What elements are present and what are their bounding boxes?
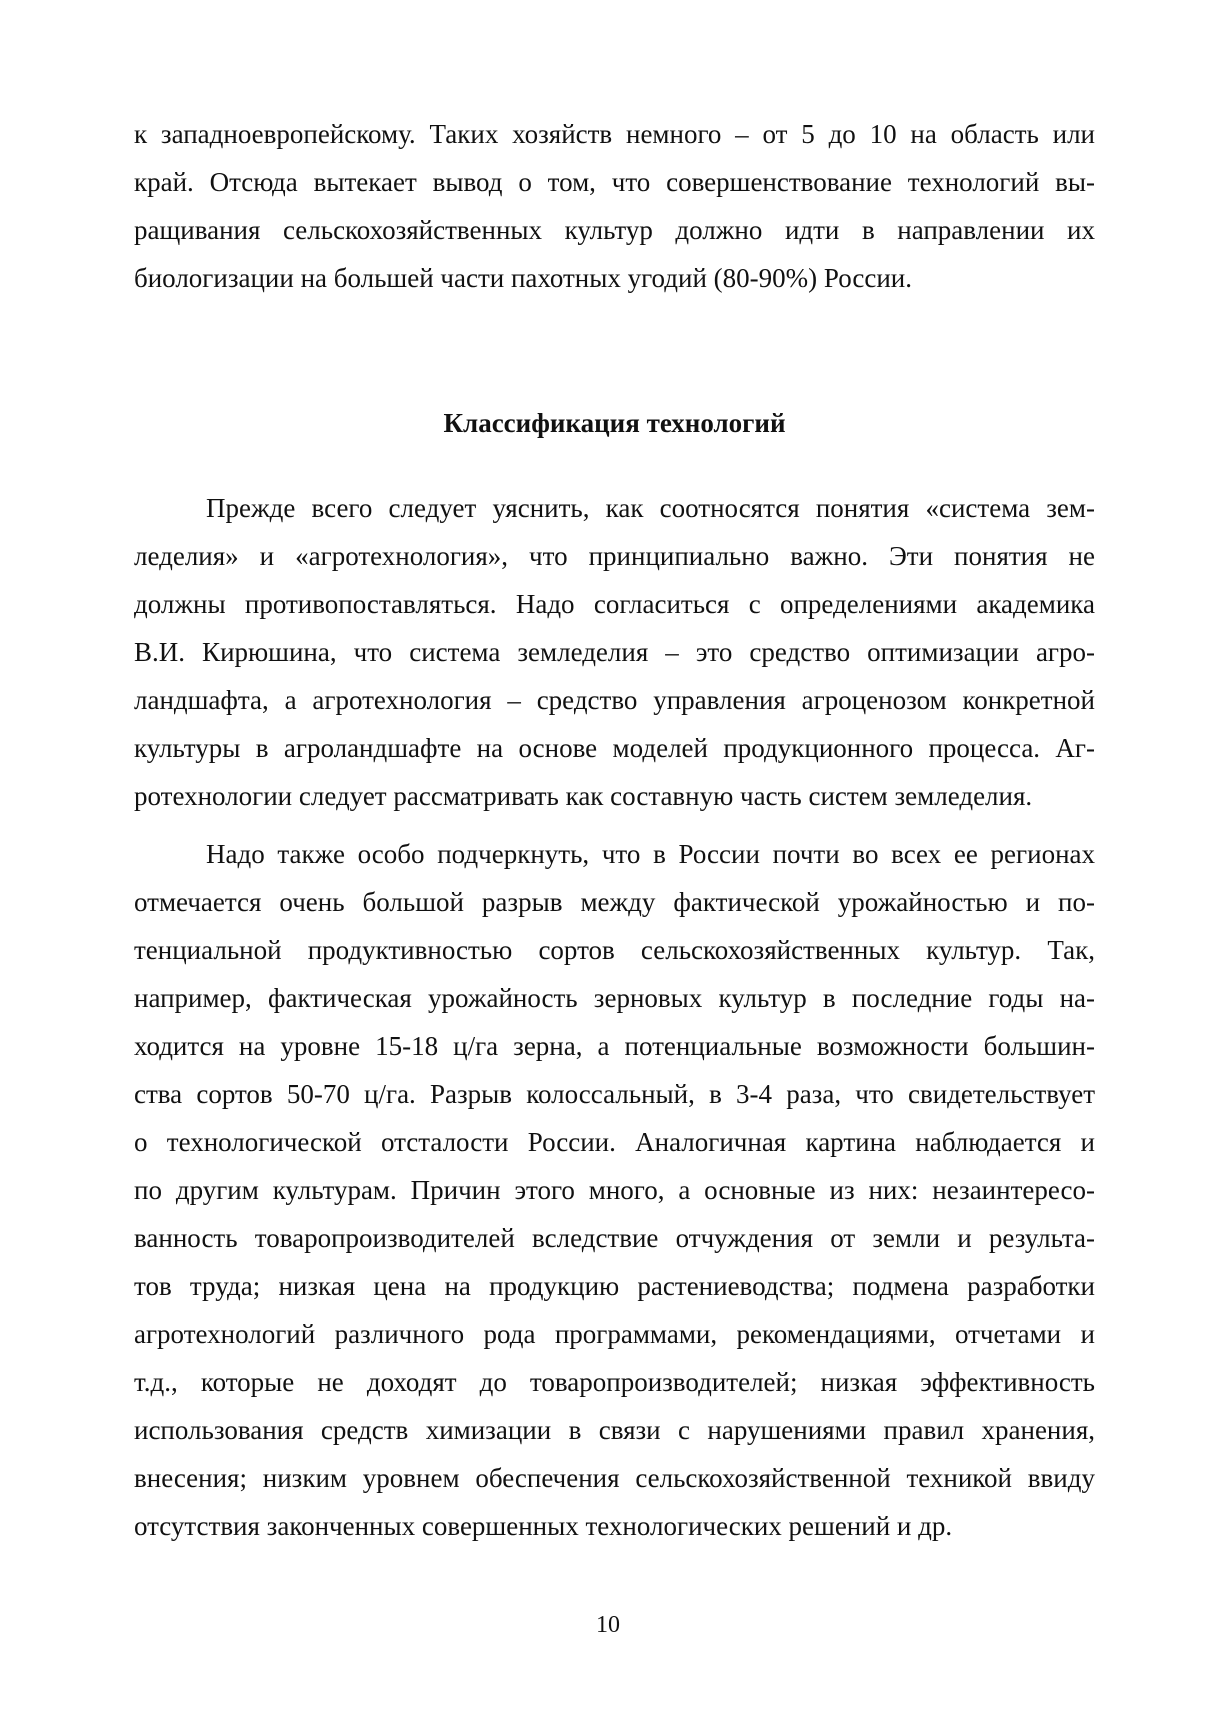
paragraph2-line: ванность товаропроизводителей вследствие отчуждения от земли и результа-	[134, 1223, 1095, 1253]
paragraph1-line: культуры в агроландшафте на основе моделей продукционного процесса. Аг-	[134, 733, 1095, 763]
paragraph1-line: леделия» и «агротехнология», что принципиально важно. Эти понятия не	[134, 541, 1095, 571]
paragraph2-line: тов труда; низкая цена на продукцию растениеводства; подмена разработки	[134, 1271, 1095, 1301]
paragraph2-line: ства сортов 50-70 ц/га. Разрыв колоссальный, в 3-4 раза, что свидетельствует	[134, 1079, 1095, 1109]
paragraph2-line: использования средств химизации в связи с нарушениями правил хранения,	[134, 1415, 1095, 1445]
paragraph2-line: Надо также особо подчеркнуть, что в России почти во всех ее регионах	[206, 839, 1095, 869]
paragraph2-line: отмечается очень большой разрыв между фактической урожайностью и по-	[134, 887, 1095, 917]
paragraph2-line: например, фактическая урожайность зерновых культур в последние годы на-	[134, 983, 1095, 1013]
paragraph1-line: Прежде всего следует уяснить, как соотносятся понятия «система зем-	[206, 493, 1095, 523]
intro-line: ращивания сельскохозяйственных культур должно идти в направлении их	[134, 215, 1095, 245]
page-number: 10	[596, 1612, 620, 1638]
paragraph2-line: агротехнологий различного рода программами, рекомендациями, отчетами и	[134, 1319, 1095, 1349]
paragraph2-line: тенциальной продуктивностью сортов сельскохозяйственных культур. Так,	[134, 935, 1095, 965]
intro-line: к западноевропейскому. Таких хозяйств немного – от 5 до 10 на область или	[134, 119, 1095, 149]
paragraph1-line: ландшафта, а агротехнология – средство управления агроценозом конкретной	[134, 685, 1095, 715]
paragraph1-line: В.И. Кирюшина, что система земледелия – это средство оптимизации агро-	[134, 637, 1095, 667]
paragraph2-line: о технологической отсталости России. Аналогичная картина наблюдается и	[134, 1127, 1095, 1157]
paragraph1-line: должны противопоставляться. Надо согласиться с определениями академика	[134, 589, 1095, 619]
paragraph2-line: ходится на уровне 15-18 ц/га зерна, а потенциальные возможности большин-	[134, 1031, 1095, 1061]
paragraph2-line: отсутствия законченных совершенных технологических решений и др.	[134, 1511, 953, 1541]
paragraph1-line: ротехнологии следует рассматривать как составную часть систем земледелия.	[134, 781, 1033, 811]
paragraph2-line: т.д., которые не доходят до товаропроизводителей; низкая эффективность	[134, 1367, 1095, 1397]
paragraph2-line: внесения; низким уровнем обеспечения сельскохозяйственной техникой ввиду	[134, 1463, 1095, 1493]
intro-line: биологизации на большей части пахотных угодий (80-90%) России.	[134, 263, 912, 293]
intro-line: край. Отсюда вытекает вывод о том, что совершенствование технологий вы-	[134, 167, 1095, 197]
section-heading: Классификация технологий	[443, 408, 786, 438]
paragraph2-line: по другим культурам. Причин этого много, а основные из них: незаинтересо-	[134, 1175, 1095, 1205]
